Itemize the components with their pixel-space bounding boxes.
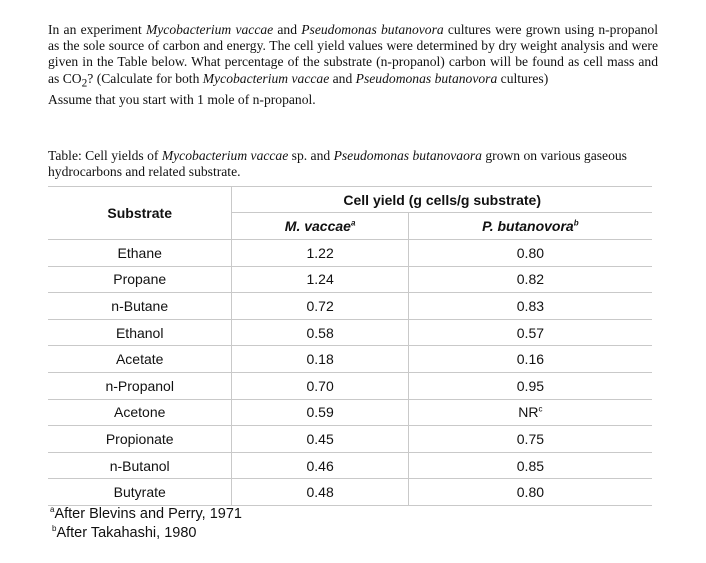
- footnote-b: $^b$After Takahashi, 1980: [52, 524, 197, 541]
- table-body: [48, 240, 652, 506]
- substrate-cell: n-Propanol: [48, 372, 232, 399]
- organism-name: Mycobacterium vaccae: [145, 22, 274, 37]
- m-vaccae-yield-cell: 0.59: [232, 399, 408, 426]
- cell-yield-table: [48, 186, 652, 506]
- m-vaccae-header: M. vaccae$^a$: [232, 213, 408, 240]
- m-vaccae-yield-cell: 0.18: [232, 346, 408, 373]
- m-vaccae-yield-cell: 0.46: [232, 452, 408, 479]
- p-butanovora-yield-cell: 0.80: [408, 479, 652, 506]
- m-vaccae-yield-cell: 0.70: [232, 372, 408, 399]
- table-row: [48, 266, 652, 293]
- table-row: [48, 372, 652, 399]
- substrate-header: Substrate: [48, 187, 232, 240]
- p-butanovora-yield-cell: 0.16: [408, 346, 652, 373]
- substrate-cell: n-Butanol: [48, 452, 232, 479]
- substrate-cell: Propionate: [48, 426, 232, 453]
- m-vaccae-yield-cell: 1.24: [232, 266, 408, 293]
- p-butanovora-yield-cell: 0.75: [408, 426, 652, 453]
- organism-name: Pseudomonas butanovaora: [333, 148, 482, 163]
- p-butanovora-yield-cell: $NR^c$: [408, 399, 652, 426]
- p-butanovora-yield-cell: 0.85: [408, 452, 652, 479]
- assumption-line: Assume that you start with 1 mole of n-propanol.: [48, 91, 316, 107]
- table-caption: Table: Cell yields of Mycobacterium vaccae sp. and Pseudomonas butanovaora grown on various gaseous hydrocarbons and related substrate.: [48, 148, 627, 179]
- footnote-marker: c: [538, 404, 543, 414]
- substrate-cell: Butyrate: [48, 479, 232, 506]
- p-butanovora-header: P. butanovora$^b$: [408, 213, 652, 240]
- p-butanovora-yield-cell: 0.82: [408, 266, 652, 293]
- table-row: [48, 346, 652, 373]
- p-butanovora-yield-cell: 0.80: [408, 240, 652, 267]
- substrate-cell: Acetate: [48, 346, 232, 373]
- question-paragraph: In an experiment Mycobacterium vaccae and Pseudomonas butanovora cultures were grown using n-propanol as the sole source of carbon and energy. The cell yield values were determined by dry weight analysis and were given in the Table below. What percentage of the substrate (n-propanol) carbon will be found as cell mass and as $CO_2$? (Calculate for both Mycobacterium vaccae and Pseudomonas butanovora cultures): [48, 22, 658, 90]
- substrate-cell: Propane: [48, 266, 232, 293]
- substrate-cell: Acetone: [48, 399, 232, 426]
- m-vaccae-yield-cell: 0.48: [232, 479, 408, 506]
- table-row: [48, 426, 652, 453]
- cell-yield-header: Cell yield (g cells/g substrate): [232, 187, 652, 213]
- m-vaccae-yield-cell: 1.22: [232, 240, 408, 267]
- p-butanovora-yield-cell: 0.57: [408, 319, 652, 346]
- table-row: [48, 399, 652, 426]
- p-butanovora-yield-cell: 0.95: [408, 372, 652, 399]
- footnotes: [50, 505, 242, 543]
- table-row: [48, 319, 652, 346]
- substrate-cell: Ethane: [48, 240, 232, 267]
- m-vaccae-yield-cell: 0.45: [232, 426, 408, 453]
- question-text: [48, 22, 658, 108]
- p-butanovora-yield-cell: 0.83: [408, 293, 652, 320]
- m-vaccae-yield-cell: 0.58: [232, 319, 408, 346]
- m-vaccae-yield-cell: 0.72: [232, 293, 408, 320]
- substrate-cell: n-Butane: [48, 293, 232, 320]
- table-row: [48, 240, 652, 267]
- table-row: [48, 452, 652, 479]
- co2-subscript: 2: [81, 77, 88, 90]
- organism-name: Mycobacterium vaccae: [161, 148, 289, 163]
- organism-name: Pseudomonas butanovora: [355, 70, 498, 86]
- table-row: [48, 479, 652, 506]
- table-row: [48, 293, 652, 320]
- organism-name: Mycobacterium vaccae: [202, 70, 330, 86]
- footnote-a: $^a$After Blevins and Perry, 1971: [50, 505, 242, 522]
- substrate-cell: Ethanol: [48, 319, 232, 346]
- organism-name: Pseudomonas butanovora: [301, 22, 444, 37]
